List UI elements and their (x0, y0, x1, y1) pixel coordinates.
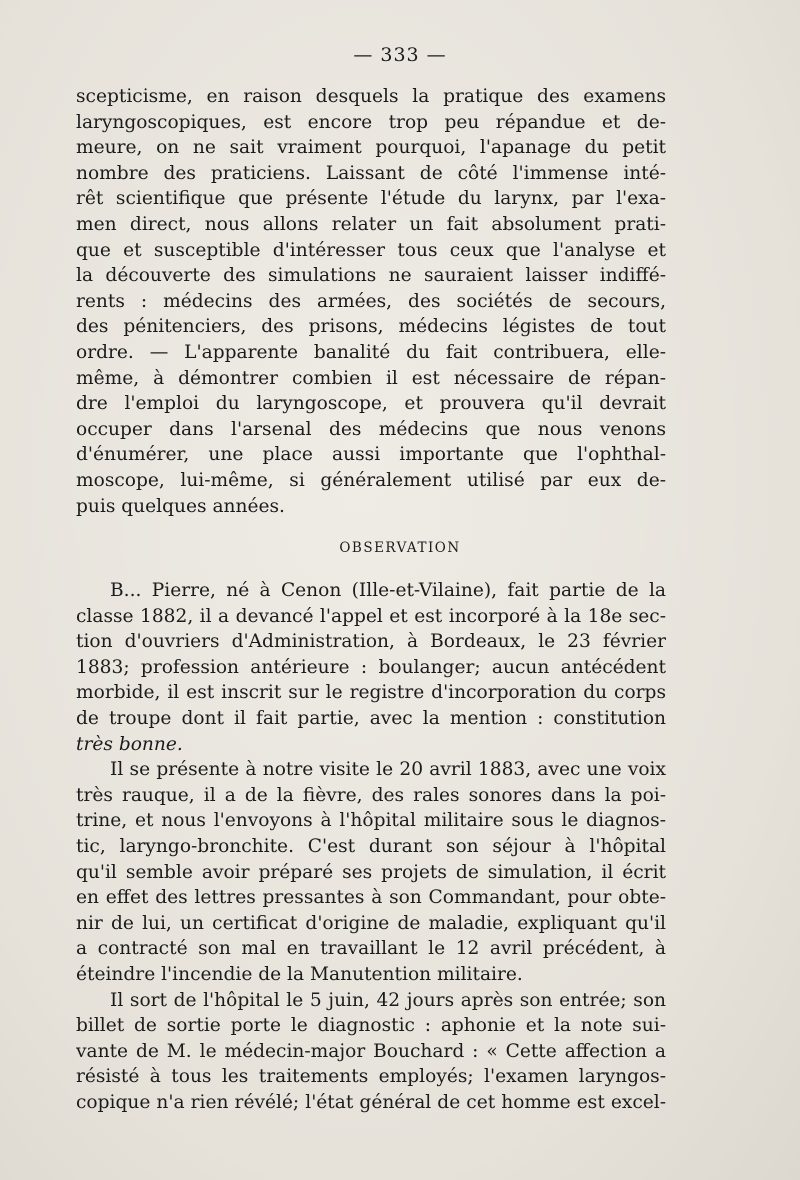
text-line: d'énumérer, une place aussi importante que l'ophthal- (76, 444, 666, 466)
text-line: la découverte des simulations ne sauraient laisser indiffé- (76, 265, 666, 287)
text-line: Il sort de l'hôpital le 5 juin, 42 jours après son entrée; son (110, 989, 666, 1011)
page-number: — 333 — (353, 44, 447, 66)
text-line: résisté à tous les traitements employés; l'examen laryngos- (76, 1066, 666, 1088)
text-line: scepticisme, en raison desquels la pratique des examens (76, 86, 666, 107)
text-line: tion d'ouvriers d'Administration, à Bordeaux, le 23 février (76, 631, 666, 653)
text-line: vante de M. le médecin-major Bouchard : « Cette affection a (76, 1040, 666, 1062)
text-line: B... Pierre, né à Cenon (Ille-et-Vilaine), fait partie de la (110, 580, 666, 601)
text-line: meure, on ne sait vraiment pourquoi, l'apanage du petit (76, 137, 666, 159)
text-line: billet de sortie porte le diagnostic : aphonie et la note sui- (76, 1015, 666, 1037)
text-line: ordre. — L'apparente banalité du fait contribuera, elle- (76, 341, 666, 363)
text-line: nombre des praticiens. Laissant de côté l'immense inté- (76, 162, 666, 184)
text-line: qu'il semble avoir préparé ses projets de simulation, il écrit (76, 861, 666, 883)
text-line: classe 1882, il a devancé l'appel et est incorporé à la 18e sec- (76, 605, 666, 627)
text-line: occuper dans l'arsenal des médecins que nous venons (76, 418, 666, 440)
text-line: men direct, nous allons relater un fait absolument prati- (76, 213, 666, 235)
text-line: a contracté son mal en travaillant le 12 avril précédent, à (76, 938, 666, 960)
text-line: moscope, lui-même, si généralement utilisé par eux de- (76, 469, 666, 491)
text-line: même, à démontrer combien il est nécessaire de répan- (76, 367, 666, 389)
text-line: copique n'a rien révélé; l'état général de cet homme est excel- (76, 1091, 666, 1113)
text-line: éteindre l'incendie de la Manutention militaire. (76, 963, 523, 985)
text-line: tic, laryngo-bronchite. C'est durant son séjour à l'hôpital (76, 835, 666, 857)
text-line: Il se présente à notre visite le 20 avril 1883, avec une voix (110, 759, 666, 781)
text-line: morbide, il est inscrit sur le registre d'incorporation du corps (76, 682, 666, 704)
text-line: très rauque, il a de la fièvre, des rales sonores dans la poi- (76, 784, 666, 806)
text-line: des pénitenciers, des prisons, médecins légistes de tout (76, 316, 666, 338)
text-line: puis quelques années. (76, 495, 285, 517)
text-line: laryngoscopiques, est encore trop peu répandue et de- (76, 111, 666, 133)
observation-body (76, 578, 666, 1115)
text-line: nir de lui, un certificat d'origine de maladie, expliquant qu'il (76, 912, 666, 934)
section-heading: OBSERVATION (339, 540, 461, 556)
text-line: trine, et nous l'envoyons à l'hôpital militaire sous le diagnos- (76, 810, 666, 832)
text-line: de troupe dont il fait partie, avec la mention : constitution (76, 707, 666, 729)
text-line: en effet des lettres pressantes à son Commandant, pour obte- (76, 887, 666, 909)
text-line (76, 732, 666, 758)
paragraph-continued (76, 84, 666, 519)
italic-text: très bonne. (76, 733, 183, 755)
text-line: dre l'emploi du laryngoscope, et prouvera qu'il devrait (76, 393, 666, 415)
text-line: rêt scientifique que présente l'étude du larynx, par l'exa- (76, 188, 666, 210)
text-line: que et susceptible d'intéresser tous ceux que l'analyse et (76, 239, 666, 261)
text-line: 1883; profession antérieure : boulanger; aucun antécédent (76, 656, 666, 678)
text-line: rents : médecins des armées, des sociétés de secours, (76, 290, 666, 312)
